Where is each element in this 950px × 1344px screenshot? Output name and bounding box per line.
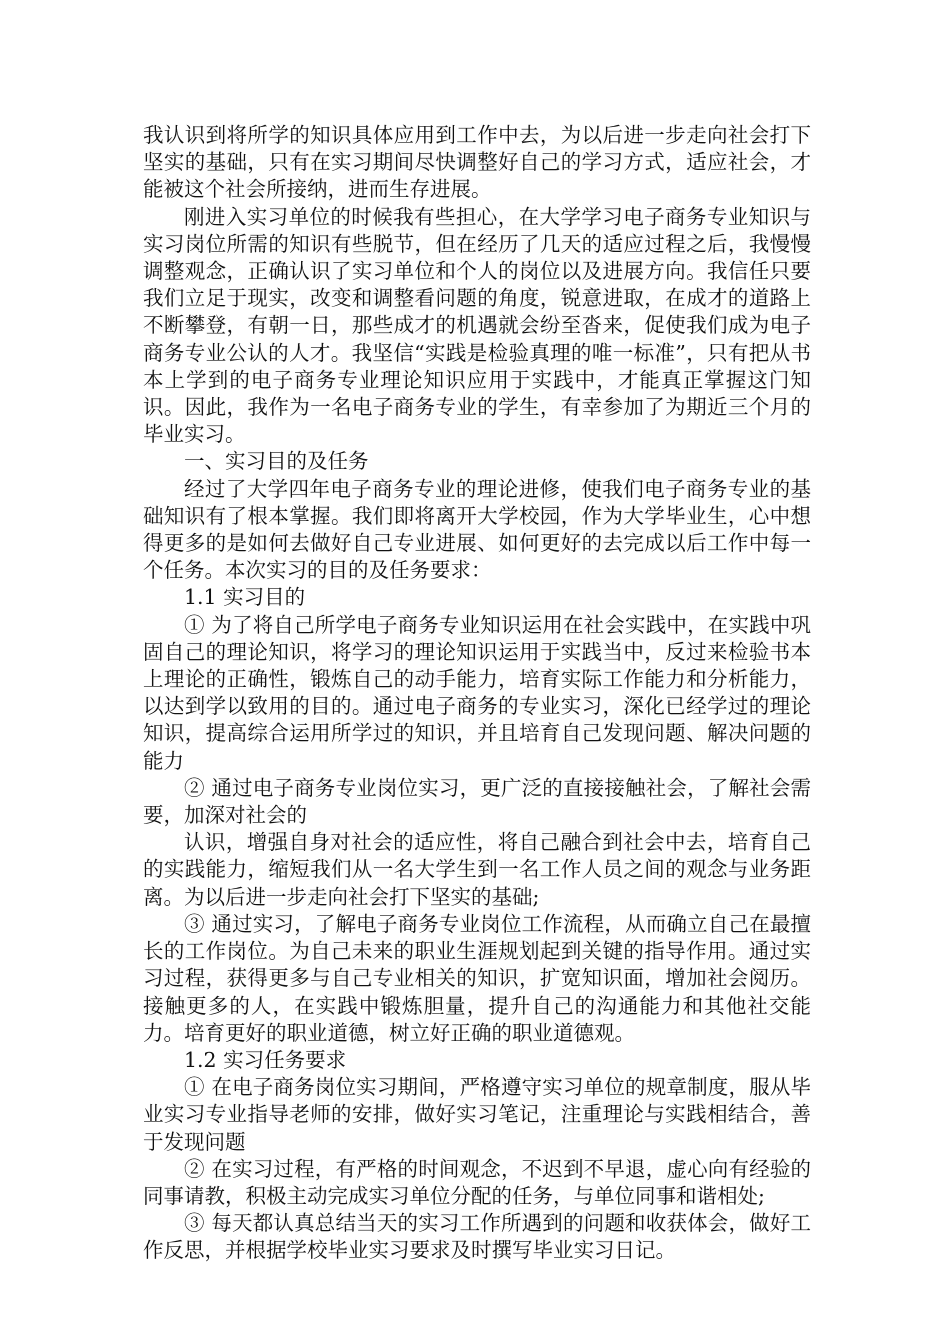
- paragraph-entering-internship: 刚进入实习单位的时候我有些担心，在大学学习电子商务专业知识与实习岗位所需的知识有些脱节，但在经历了几天的适应过程之后，我慢慢调整观念，正确认识了实习单位和个人的岗位以及进展方向。我信任只要我们立足于现实，改变和调整看问题的角度，锐意进取，在成才的道路上不断攀登，有朝一日，那些成才的机遇就会纷至沓来，促使我们成为电子商务专业公认的人才。我坚信“实践是检验真理的唯一标准”，只有把从书本上学到的电子商务专业理论知识应用于实践中，才能真正掌握这门知识。因此，我作为一名电子商务专业的学生，有幸参加了为期近三个月的毕业实习。: [143, 204, 811, 447]
- task-item-3: ③ 每天都认真总结当天的实习工作所遇到的问题和收获体会，做好工作反思，并根据学校毕业实习要求及时撰写毕业实习日记。: [143, 1211, 811, 1263]
- purpose-item-1: ① 为了将自己所学电子商务专业知识运用在社会实践中，在实践中巩固自己的理论知识，将学习的理论知识运用于实践当中，反过来检验书本上理论的正确性，锻炼自己的动手能力，培育实际工作能力和分析能力，以达到学以致用的目的。通过电子商务的专业实习，深化已经学过的理论知识，提高综合运用所学过的知识，并且培育自己发现问题、解决问题的能力: [143, 612, 811, 773]
- section-heading-purpose-and-tasks: 一、实习目的及任务: [184, 449, 369, 474]
- subheading-internship-purpose: 1.1 实习目的: [184, 585, 306, 610]
- paragraph-intro-continuation: 我认识到将所学的知识具体应用到工作中去，为以后进一步走向社会打下坚实的基础，只有在实习期间尽快调整好自己的学习方式，适应社会，才能被这个社会所接纳，进而生存进展。: [143, 123, 811, 202]
- task-item-2: ② 在实习过程，有严格的时间观念，不迟到不早退，虚心向有经验的同事请教，积极主动完成实习单位分配的任务，与单位同事和谐相处;: [143, 1156, 811, 1208]
- purpose-item-2: ② 通过电子商务专业岗位实习，更广泛的直接接触社会，了解社会需要，加深对社会的: [143, 775, 811, 828]
- purpose-item-3: ③ 通过实习，了解电子商务专业岗位工作流程，从而确立自己在最擅长的工作岗位。为自己未来的职业生涯规划起到关键的指导作用。通过实习过程，获得更多与自己专业相关的知识，扩宽知识面，增加社会阅历。接触更多的人，在实践中锻炼胆量，提升自己的沟通能力和其他社交能力。培育更好的职业道德，树立好正确的职业道德观。: [143, 911, 811, 1045]
- paragraph-four-years-study: 经过了大学四年电子商务专业的理论进修，使我们电子商务专业的基础知识有了根本掌握。我们即将离开大学校园，作为大学毕业生，心中想得更多的是如何去做好自己专业进展、如何更好的去完成以后工作中每一个任务。本次实习的目的及任务要求：: [143, 476, 811, 583]
- purpose-item-2-continuation: 认识，增强自身对社会的适应性，将自己融合到社会中去，培育自己的实践能力，缩短我们从一名大学生到一名工作人员之间的观念与业务距离。为以后进一步走向社会打下坚实的基础;: [143, 830, 811, 909]
- task-item-1: ① 在电子商务岗位实习期间，严格遵守实习单位的规章制度，服从毕业实习专业指导老师的安排，做好实习笔记，注重理论与实践相结合，善于发现问题: [143, 1075, 811, 1154]
- document-page: [143, 122, 811, 1265]
- subheading-task-requirements: 1.2 实习任务要求: [184, 1047, 347, 1072]
